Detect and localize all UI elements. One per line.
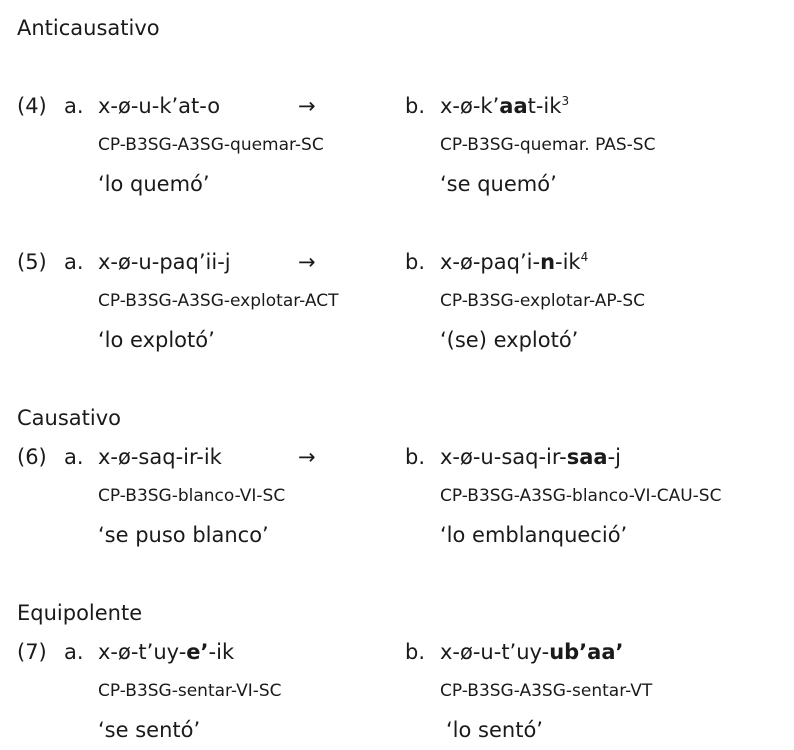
example-b-translation: ‘se quemó’ — [440, 172, 557, 196]
form-segment: x-ø-u-t’uy- — [440, 640, 550, 664]
derivation-arrow: → — [298, 250, 316, 274]
form-segment: -ik — [555, 250, 581, 274]
example-a-form — [98, 642, 234, 663]
example-a-form — [98, 447, 222, 468]
example-b-form — [440, 642, 623, 663]
example-a-gloss: CP-B3SG-A3SG-explotar-ACT — [98, 291, 339, 311]
section-heading-equipolente: Equipolente — [17, 601, 143, 625]
example-a-translation: ‘lo quemó’ — [98, 172, 210, 196]
footnote-marker: 3 — [561, 94, 570, 108]
form-segment: x-ø-u-saq-ir- — [440, 445, 567, 469]
section-heading-anticausativo: Anticausativo — [17, 16, 160, 40]
example-b-label: b. — [405, 445, 426, 469]
example-a-gloss: CP-B3SG-blanco-VI-SC — [98, 486, 286, 506]
form-segment: x-ø-k’ — [440, 94, 500, 118]
form-segment: saa — [566, 445, 608, 469]
example-b-gloss: CP-B3SG-explotar-AP-SC — [440, 291, 646, 311]
example-b-label: b. — [405, 640, 426, 664]
example-a-gloss: CP-B3SG-sentar-VI-SC — [98, 681, 282, 701]
form-segment: t-ik — [527, 94, 562, 118]
example-b-gloss: CP-B3SG-A3SG-sentar-VT — [440, 681, 653, 701]
form-segment: x-ø-t’uy- — [98, 640, 187, 664]
form-segment: -j — [607, 445, 622, 469]
derivation-arrow: → — [298, 445, 316, 469]
example-a-translation: ‘lo explotó’ — [98, 328, 215, 352]
example-a-label: a. — [64, 94, 84, 118]
example-b-label: b. — [405, 250, 426, 274]
form-segment: x-ø-saq-ir-ik — [98, 445, 222, 469]
example-a-form — [98, 96, 220, 117]
example-b-form — [440, 252, 588, 273]
example-number: (7) — [17, 640, 47, 664]
example-a-label: a. — [64, 445, 84, 469]
example-a-form — [98, 252, 231, 273]
example-b-form — [440, 447, 621, 468]
form-segment: e’ — [186, 640, 209, 664]
example-a-label: a. — [64, 250, 84, 274]
form-segment: x-ø-paq’i- — [440, 250, 541, 274]
example-a-translation: ‘se puso blanco’ — [98, 523, 269, 547]
form-segment: n — [540, 250, 556, 274]
example-b-translation: ‘(se) explotó’ — [440, 328, 579, 352]
form-segment: x-ø-u-paq’ii-j — [98, 250, 231, 274]
form-segment: -ik — [208, 640, 235, 664]
form-segment: x-ø-u-k’at-o — [98, 94, 221, 118]
example-b-translation: ‘lo sentó’ — [446, 718, 543, 742]
example-number: (6) — [17, 445, 47, 469]
example-b-label: b. — [405, 94, 426, 118]
form-segment: aa — [499, 94, 528, 118]
form-segment: ub’aa’ — [549, 640, 624, 664]
example-a-label: a. — [64, 640, 84, 664]
example-number: (4) — [17, 94, 47, 118]
example-a-gloss: CP-B3SG-A3SG-quemar-SC — [98, 135, 324, 155]
section-heading-causativo: Causativo — [17, 406, 121, 430]
example-b-gloss: CP-B3SG-quemar. PAS-SC — [440, 135, 656, 155]
example-number: (5) — [17, 250, 47, 274]
example-a-translation: ‘se sentó’ — [98, 718, 201, 742]
example-b-translation: ‘lo emblanqueció’ — [440, 523, 628, 547]
footnote-marker: 4 — [580, 250, 589, 264]
example-b-gloss: CP-B3SG-A3SG-blanco-VI-CAU-SC — [440, 486, 722, 506]
derivation-arrow: → — [298, 94, 316, 118]
example-b-form — [440, 96, 569, 117]
